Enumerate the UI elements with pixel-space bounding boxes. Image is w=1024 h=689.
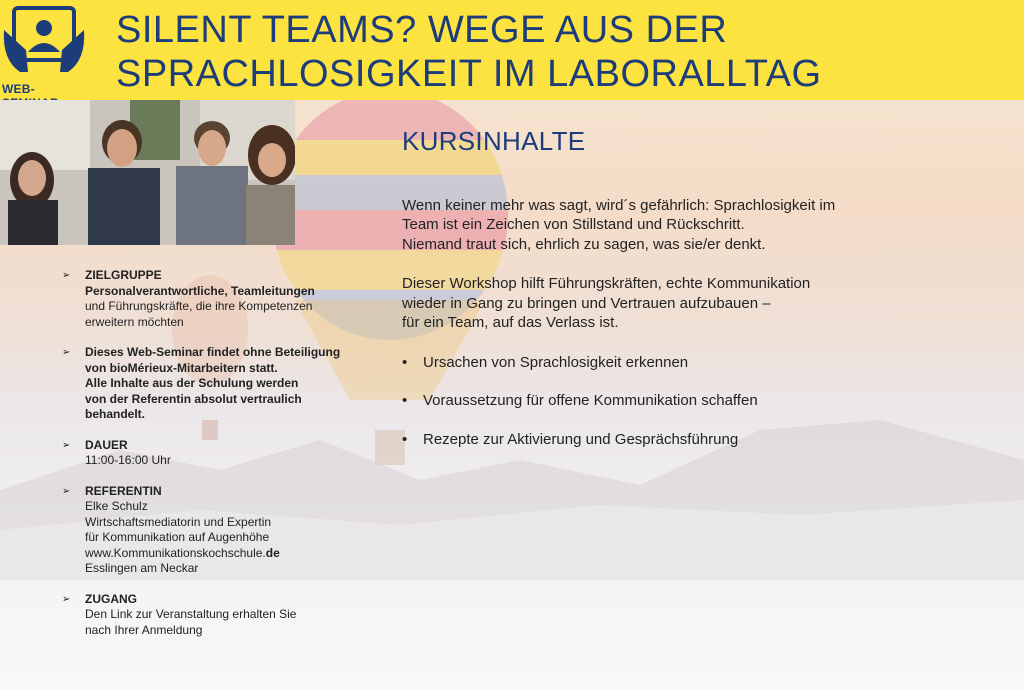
zugang-line-2: nach Ihrer Anmeldung — [85, 622, 203, 637]
notice-line-5: behandelt. — [85, 407, 146, 421]
workshop-line-1: Dieser Workshop hilft Führungskräften, echte Kommunikation — [402, 275, 811, 292]
referentin-heading: REFERENTIN — [85, 483, 162, 498]
zugang-heading: ZUGANG — [85, 591, 137, 606]
workshop-paragraph — [402, 274, 922, 333]
zugang-section — [62, 592, 362, 639]
zielgruppe-line-1: Personalverantwortliche, Teamleitungen — [85, 283, 315, 298]
website-suffix: de — [265, 545, 280, 560]
dauer-heading: DAUER — [85, 437, 128, 452]
arrow-bullet-icon: ➢ — [62, 485, 71, 497]
bullet-dot-icon: • — [402, 353, 408, 371]
referentin-city: Esslingen am Neckar — [85, 561, 199, 575]
list-item — [402, 391, 922, 411]
website-prefix: www.Kommunikationskochschule. — [85, 545, 266, 560]
list-item-text: Ursachen von Sprachlosigkeit erkennen — [423, 353, 689, 371]
zielgruppe-heading: ZIELGRUPPE — [85, 268, 162, 282]
info-column — [62, 268, 362, 653]
content-bullet-list — [402, 353, 922, 450]
course-content — [402, 126, 922, 468]
notice-line-3: Alle Inhalte aus der Schulung werden — [85, 376, 299, 390]
arrow-bullet-icon: ➢ — [62, 270, 71, 281]
page-title — [116, 8, 1016, 96]
web-seminar-logo — [0, 0, 90, 100]
notice-line-4: von der Referentin absolut vertraulich — [85, 391, 302, 406]
kursinhalte-heading: KURSINHALTE — [402, 126, 586, 156]
list-item — [402, 353, 922, 373]
zielgruppe-line-3: erweitern möchten — [85, 314, 184, 329]
logo-label: WEB- — [2, 82, 35, 96]
zugang-line-1: Den Link zur Veranstaltung erhalten Sie — [85, 607, 297, 621]
workshop-line-3: für ein Team, auf das Verlass ist. — [402, 314, 619, 331]
list-item-text: Voraussetzung für offene Kommunikation schaffen — [423, 392, 758, 409]
referentin-role-1: Wirtschaftsmediatorin und Expertin — [85, 514, 272, 529]
notice-line-1: Dieses Web-Seminar findet ohne Beteiligung — [85, 345, 341, 359]
referentin-section — [62, 484, 362, 577]
arrow-bullet-icon: ➢ — [62, 439, 71, 451]
dauer-section — [62, 438, 362, 469]
workshop-line-2: wieder in Gang zu bringen und Vertrauen aufzubauen – — [402, 294, 771, 312]
intro-paragraph — [402, 196, 922, 255]
list-item — [402, 430, 922, 450]
referentin-name: Elke Schulz — [85, 499, 148, 513]
intro-line-3: Niemand traut sich, ehrlich zu sagen, was sie/er denkt. — [402, 235, 766, 253]
dauer-value: 11:00-16:00 Uhr — [85, 453, 171, 467]
bullet-dot-icon: • — [402, 430, 408, 448]
zielgruppe-section — [62, 268, 362, 330]
referentin-website — [85, 546, 362, 562]
bullet-dot-icon: • — [402, 392, 408, 409]
arrow-bullet-icon: ➢ — [62, 593, 71, 605]
title-line-2: SPRACHLOSIGKEIT IM LABORALLTAG — [116, 53, 822, 95]
intro-line-2: Team ist ein Zeichen von Stillstand und Rückschritt. — [402, 216, 745, 233]
notice-section — [62, 345, 362, 423]
referentin-role-2: für Kommunikation auf Augenhöhe — [85, 530, 270, 544]
notice-line-2: von bioMérieux-Mitarbeitern statt. — [85, 360, 278, 375]
team-meeting-photo — [0, 100, 295, 245]
list-item-text: Rezepte zur Aktivierung und Gesprächsführung — [423, 430, 739, 448]
title-line-1: SILENT TEAMS? WEGE AUS DER — [116, 9, 728, 51]
zielgruppe-line-2: und Führungskräfte, die ihre Kompetenzen — [85, 299, 313, 313]
presenter-icon — [0, 0, 90, 80]
arrow-bullet-icon: ➢ — [62, 347, 71, 358]
intro-line-1: Wenn keiner mehr was sagt, wird´s gefährlich: Sprachlosigkeit im — [402, 196, 836, 214]
